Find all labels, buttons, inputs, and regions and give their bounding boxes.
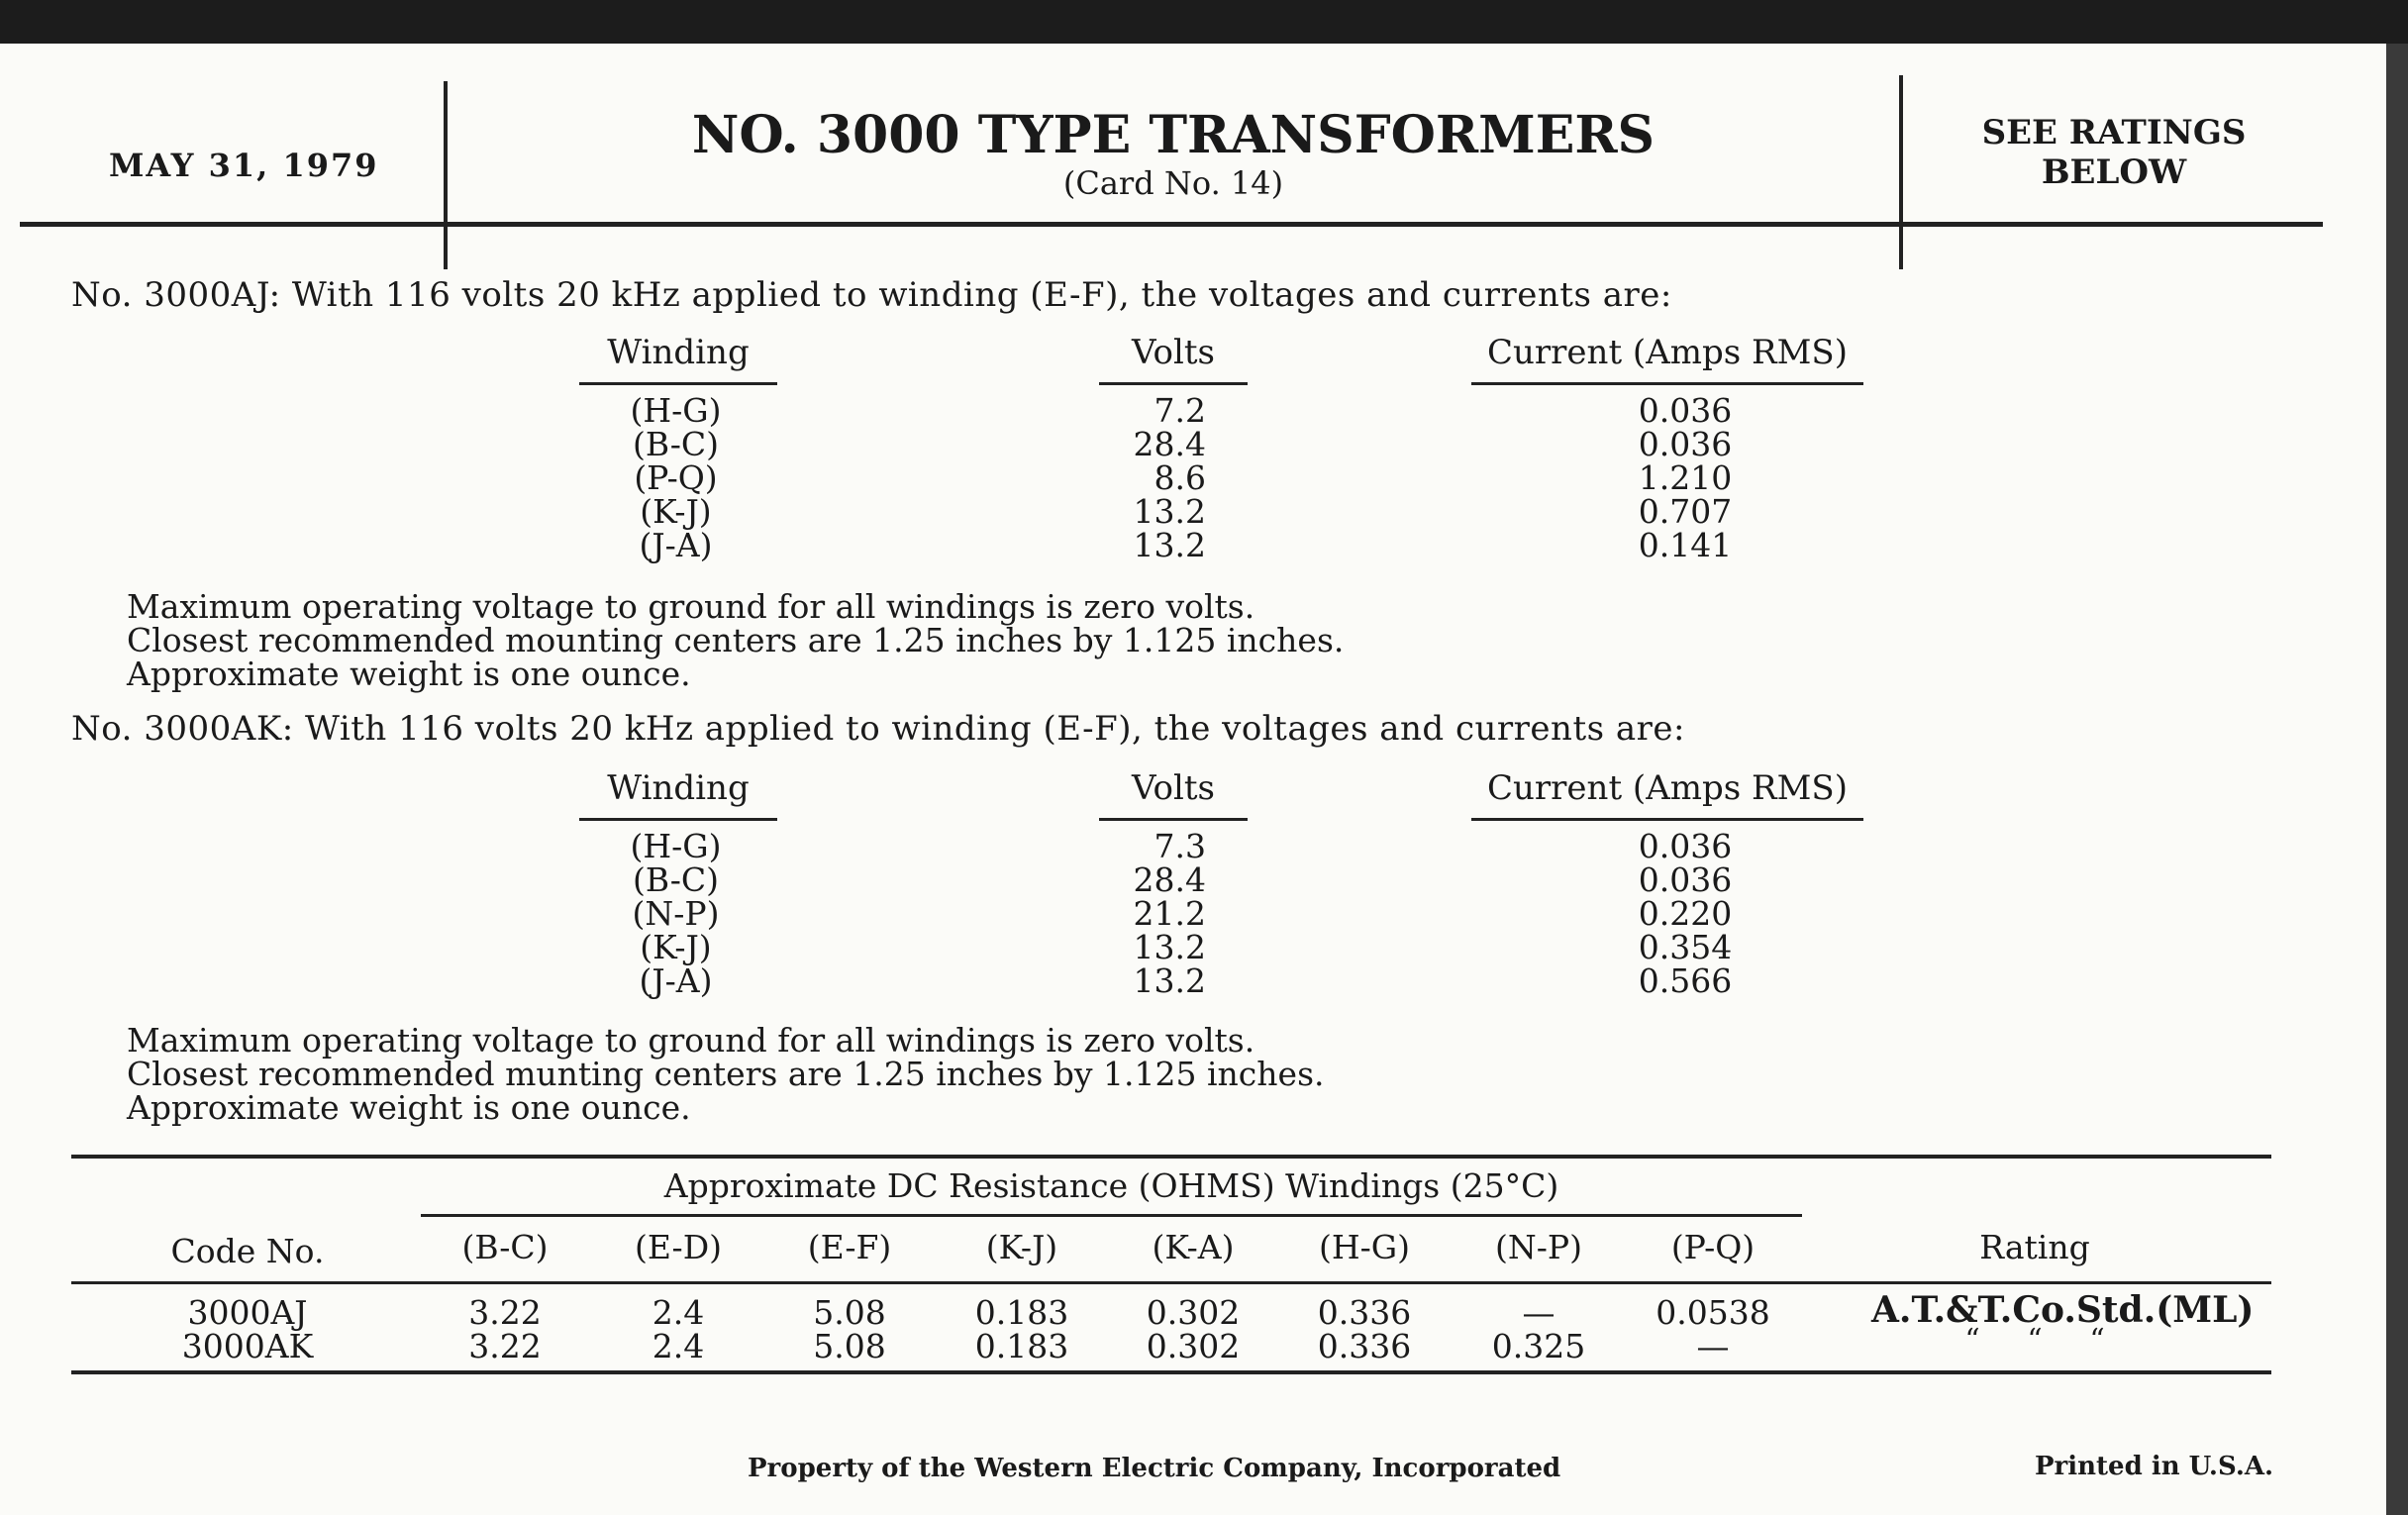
table-cell: 8.6: [1154, 458, 1206, 497]
resistance-table-bottom-rule: [71, 1370, 2271, 1374]
table-cell: 0.354: [1638, 928, 1733, 966]
table-cell: (J-A): [639, 961, 713, 1000]
table-cell: 13.2: [1133, 526, 1206, 564]
resistance-cell: 0.325: [1491, 1327, 1586, 1365]
winding-resistance-header: (B-C): [461, 1228, 549, 1266]
table-cell: 28.4: [1133, 860, 1206, 899]
resistance-table-top-rule: [71, 1155, 2271, 1159]
col-winding-header: Winding: [607, 768, 750, 808]
code-cell: 3000AK: [181, 1327, 314, 1365]
resistance-group-underline: [421, 1214, 1802, 1217]
table-cell: 0.707: [1638, 492, 1733, 531]
col-volts-header: Volts: [1132, 768, 1215, 808]
section-intro-3000aj: No. 3000AJ: With 116 volts 20 kHz applied to winding (E-F), the voltages and currents are:: [71, 275, 1672, 315]
winding-resistance-header: (K-A): [1152, 1228, 1235, 1266]
col-current-header: Current (Amps RMS): [1487, 768, 1848, 808]
table-cell: 28.4: [1133, 425, 1206, 463]
col-winding-underline: [579, 382, 777, 385]
table-cell: 13.2: [1133, 928, 1206, 966]
table-cell: 0.566: [1638, 961, 1733, 1000]
rating-header: Rating: [1979, 1228, 2090, 1266]
table-cell: 21.2: [1133, 894, 1206, 933]
col-winding-underline: [579, 818, 777, 821]
table-cell: 13.2: [1133, 492, 1206, 531]
header-rule: [20, 222, 2323, 227]
resistance-cell: 5.08: [813, 1327, 886, 1365]
table-cell: (B-C): [632, 860, 719, 899]
table-cell: 1.210: [1638, 458, 1733, 497]
winding-resistance-header: (E-D): [634, 1228, 723, 1266]
winding-resistance-header: (P-Q): [1670, 1228, 1756, 1266]
table-cell: (H-G): [630, 391, 722, 430]
col-winding-header: Winding: [607, 333, 750, 372]
resistance-cell: 0.0538: [1656, 1293, 1770, 1332]
resistance-cell: 2.4: [652, 1327, 705, 1365]
table-cell: (P-Q): [634, 458, 718, 497]
transformer-card: [0, 44, 2408, 1515]
table-cell: 7.3: [1154, 827, 1206, 865]
resistance-cell: —: [1522, 1293, 1555, 1332]
note-line: Closest recommended munting centers are 1.25 inches by 1.125 inches.: [127, 1055, 1325, 1093]
table-cell: 0.036: [1638, 860, 1733, 899]
card-date: MAY 31, 1979: [109, 147, 379, 184]
section-intro-3000ak: No. 3000AK: With 116 volts 20 kHz applied to winding (E-F), the voltages and currents are:: [71, 709, 1685, 749]
resistance-cell: 3.22: [468, 1327, 542, 1365]
resistance-cell: 3.22: [468, 1293, 542, 1332]
note-line: Maximum operating voltage to ground for all windings is zero volts.: [127, 1021, 1255, 1060]
note-line: Approximate weight is one ounce.: [127, 655, 691, 693]
table-cell: (J-A): [639, 526, 713, 564]
winding-resistance-header: (E-F): [807, 1228, 892, 1266]
winding-resistance-header: (N-P): [1495, 1228, 1582, 1266]
winding-resistance-header: (K-J): [985, 1228, 1058, 1266]
resistance-cell: —: [1696, 1327, 1730, 1365]
col-volts-underline: [1099, 382, 1248, 385]
note-line: Approximate weight is one ounce.: [127, 1088, 691, 1127]
rating-cell: A.T.&T.Co.Std.(ML): [1871, 1289, 2255, 1331]
page-title: NO. 3000 TYPE TRANSFORMERS: [691, 105, 1656, 165]
resistance-group-title: Approximate DC Resistance (OHMS) Windings (25°C): [663, 1166, 1559, 1205]
resistance-header-rule: [71, 1281, 2271, 1284]
header-divider-right: [1899, 75, 1903, 269]
table-cell: 13.2: [1133, 961, 1206, 1000]
header-divider-left: [444, 81, 448, 269]
winding-resistance-header: (H-G): [1318, 1228, 1411, 1266]
table-cell: 0.036: [1638, 391, 1733, 430]
resistance-cell: 0.183: [974, 1293, 1069, 1332]
resistance-cell: 0.336: [1317, 1327, 1412, 1365]
rating-ditto-cell: “ “ “: [1964, 1323, 2105, 1358]
table-cell: (N-P): [632, 894, 720, 933]
col-volts-underline: [1099, 818, 1248, 821]
resistance-cell: 0.302: [1146, 1293, 1241, 1332]
table-cell: 0.141: [1638, 526, 1733, 564]
table-cell: 0.220: [1638, 894, 1733, 933]
code-no-header: Code No.: [170, 1232, 325, 1270]
footer-printed: Printed in U.S.A.: [2035, 1452, 2274, 1481]
table-cell: 7.2: [1154, 391, 1206, 430]
note-line: Maximum operating voltage to ground for all windings is zero volts.: [127, 587, 1255, 626]
table-cell: (B-C): [632, 425, 719, 463]
resistance-cell: 0.183: [974, 1327, 1069, 1365]
code-cell: 3000AJ: [187, 1293, 308, 1332]
table-cell: 0.036: [1638, 425, 1733, 463]
resistance-cell: 5.08: [813, 1293, 886, 1332]
resistance-cell: 0.336: [1317, 1293, 1412, 1332]
table-cell: (K-J): [640, 928, 712, 966]
card-number: (Card No. 14): [1062, 164, 1284, 202]
ratings-note: SEE RATINGS BELOW: [1981, 113, 2247, 192]
col-current-underline: [1471, 818, 1863, 821]
resistance-cell: 2.4: [652, 1293, 705, 1332]
resistance-cell: 0.302: [1146, 1327, 1241, 1365]
card-edge-shadow: [2386, 44, 2408, 1515]
table-cell: (K-J): [640, 492, 712, 531]
footer-property: Property of the Western Electric Company, Incorporated: [748, 1454, 1561, 1483]
col-current-header: Current (Amps RMS): [1487, 333, 1848, 372]
note-line: Closest recommended mounting centers are 1.25 inches by 1.125 inches.: [127, 621, 1345, 659]
col-current-underline: [1471, 382, 1863, 385]
col-volts-header: Volts: [1132, 333, 1215, 372]
table-cell: 0.036: [1638, 827, 1733, 865]
table-cell: (H-G): [630, 827, 722, 865]
